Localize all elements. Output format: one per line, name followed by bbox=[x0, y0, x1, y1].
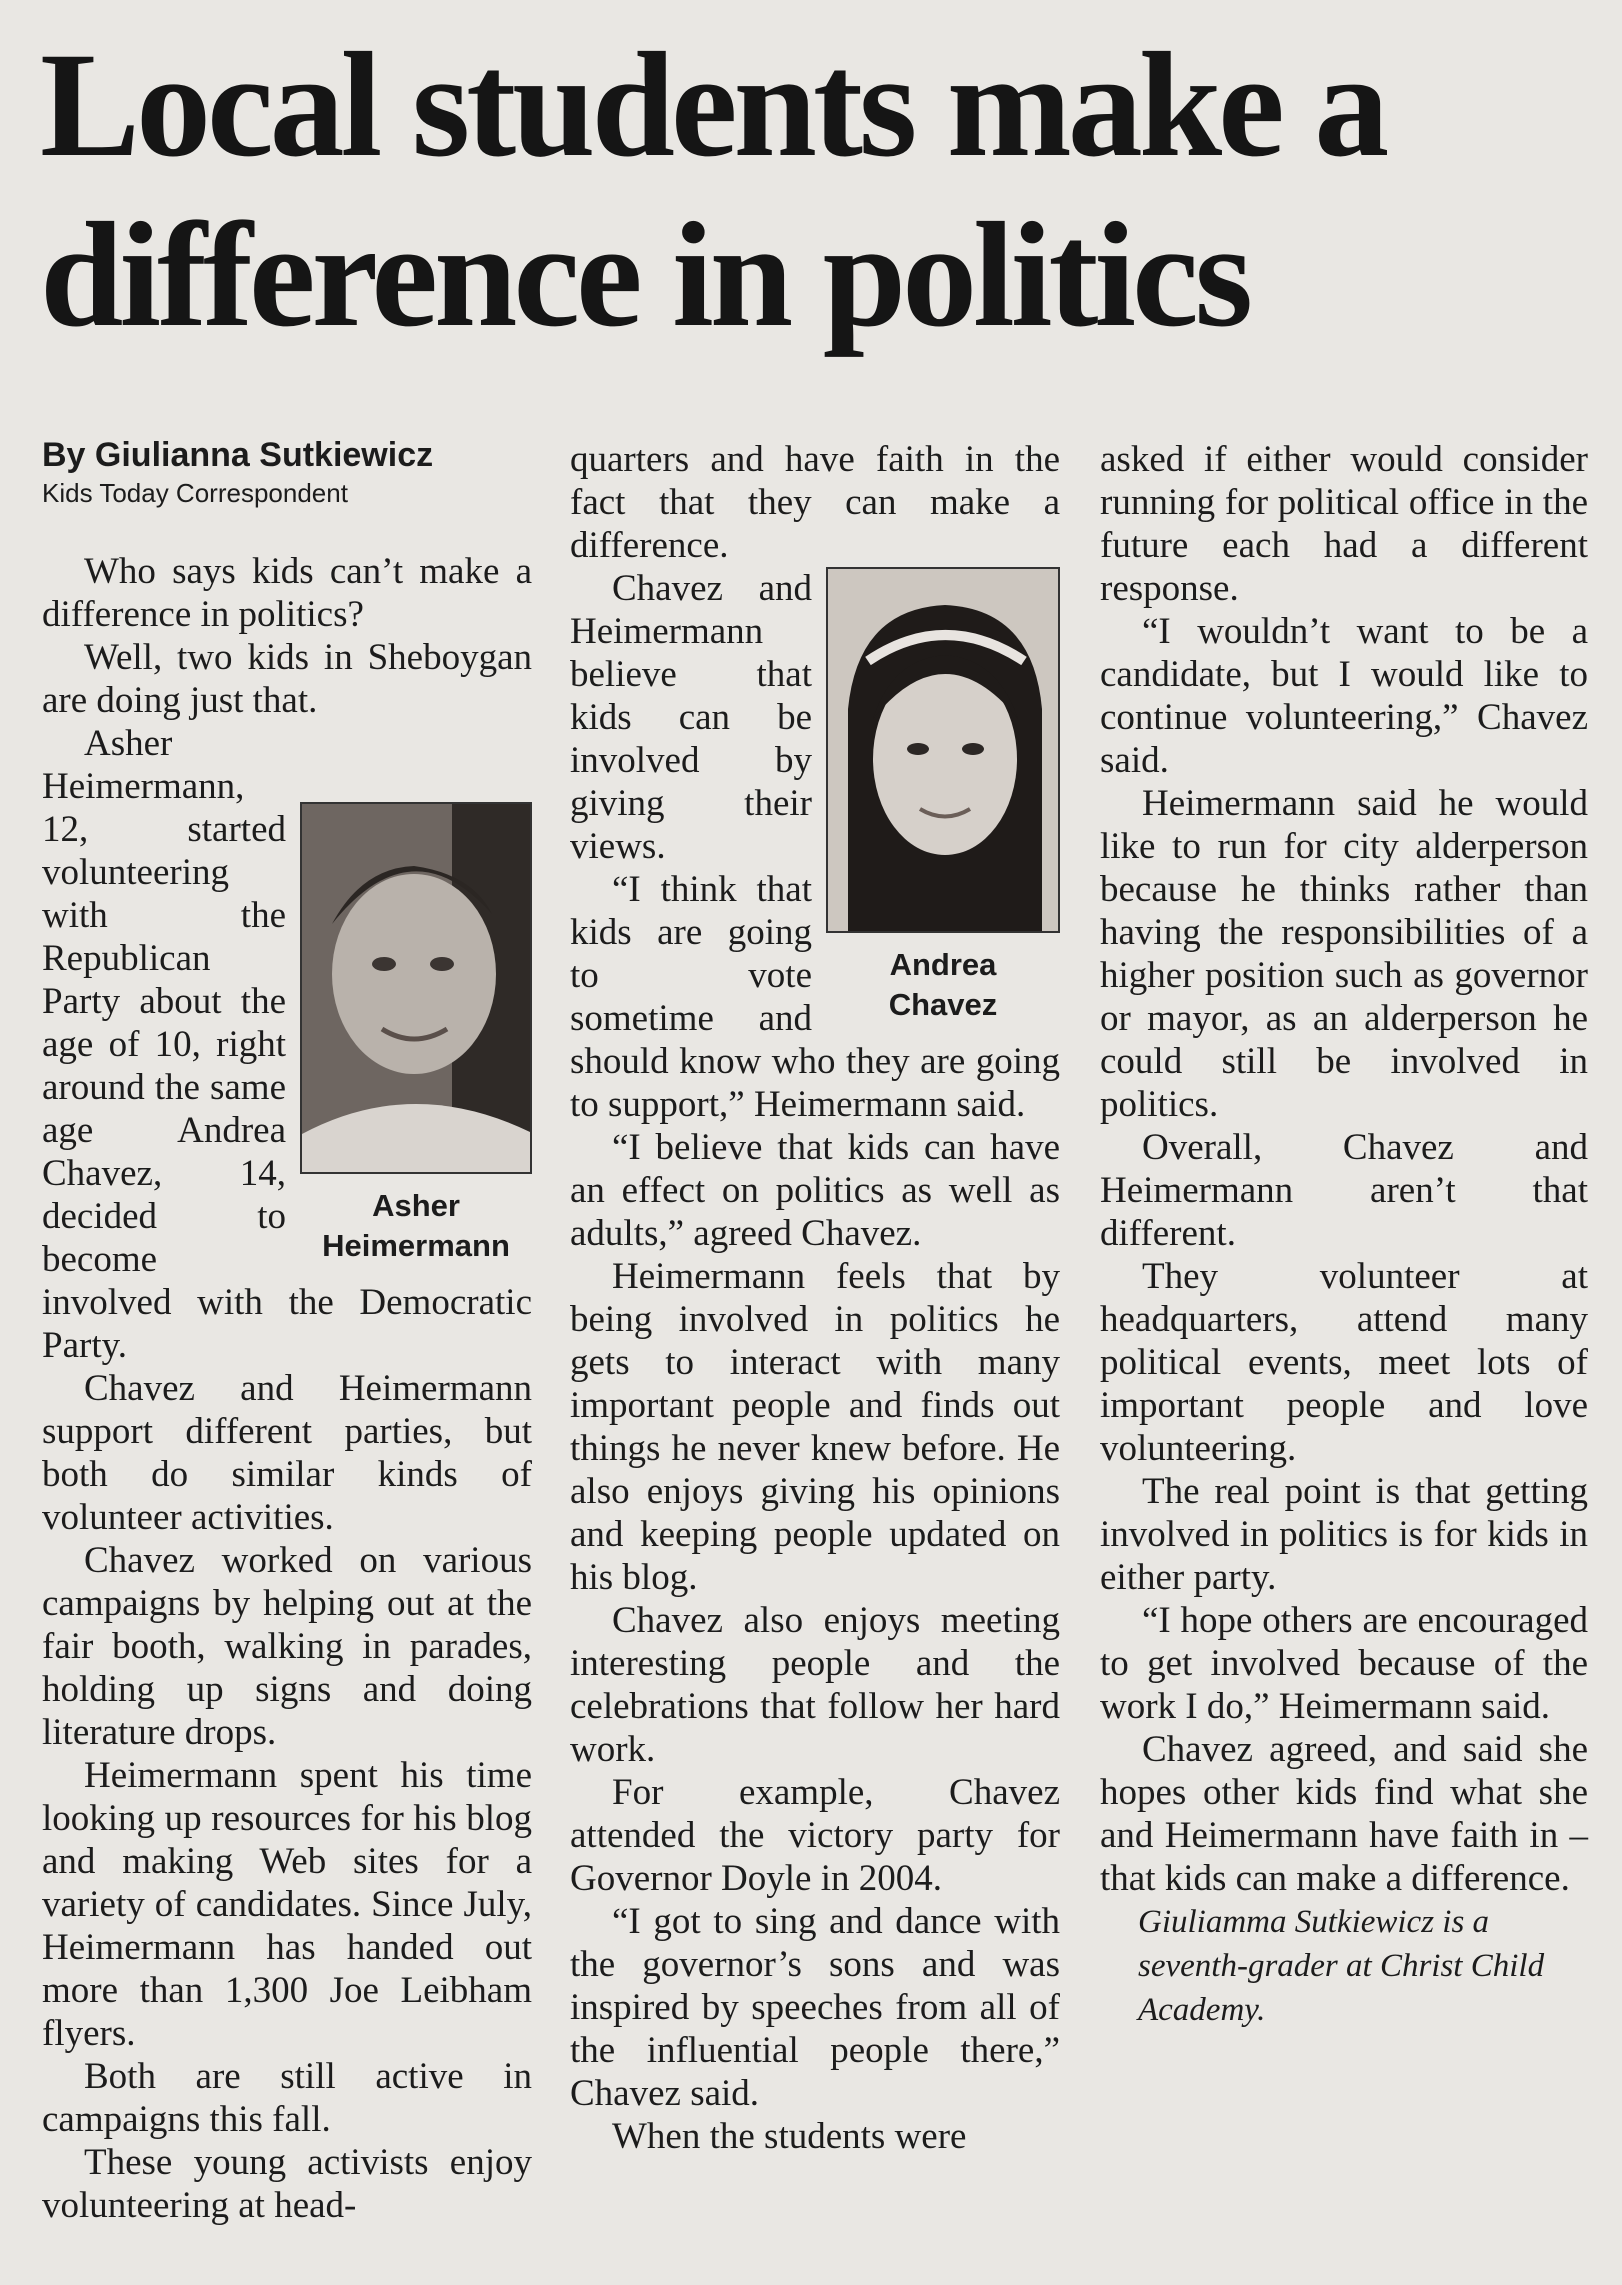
paragraph: Chavez and Heimermann believe that kids can be involved by giving their views. bbox=[570, 568, 812, 867]
paragraph: “I wouldn’t want to be a candidate, but I would like to continue volunteering,” Chavez said. bbox=[1100, 611, 1588, 781]
headline bbox=[40, 20, 1600, 360]
author-note: Giuliamma Sutkiewicz is a seventh-grader at Christ Child Academy. bbox=[1138, 1904, 1545, 2028]
paragraph: “I got to sing and dance with the governor’s sons and was inspired by speeches from all of the influential people there,” Chavez said. bbox=[570, 1901, 1060, 2114]
article-column-1 bbox=[42, 550, 532, 2227]
paragraph: Chavez worked on various campaigns by helping out at the fair booth, walking in parades, holding up signs and doing literature drops. bbox=[42, 1540, 532, 1753]
paragraph: Chavez agreed, and said she hopes other kids find what she and Heimermann have faith in – that kids can make a difference. bbox=[1100, 1729, 1588, 1899]
paragraph: When the students were bbox=[612, 2116, 967, 2157]
photo-caption-andrea: Andrea Chavez bbox=[826, 933, 1060, 1025]
paragraph: Heimermann feels that by being involved in politics he gets to interact with many important people and finds out things he never knew before. He also enjoys giving his opinions and keeping people updated on his blog. bbox=[570, 1256, 1060, 1598]
byline-author: By Giulianna Sutkiewicz bbox=[42, 436, 434, 474]
paragraph: They volunteer at headquarters, attend many political events, meet lots of important people and love volunteering. bbox=[1100, 1256, 1588, 1469]
paragraph: Well, two kids in Sheboygan are doing just that. bbox=[42, 637, 532, 721]
photo-asher-heimermann bbox=[300, 802, 532, 1266]
paragraph: The real point is that getting involved in politics is for kids in either party. bbox=[1100, 1471, 1588, 1598]
paragraph: Who says kids can’t make a difference in politics? bbox=[42, 551, 532, 635]
photo-caption-asher: Asher Heimermann bbox=[300, 1174, 532, 1266]
paragraph: quarters and have faith in the fact that they can make a difference. bbox=[570, 439, 1060, 566]
paragraph: For example, Chavez attended the victory party for Governor Doyle in 2004. bbox=[570, 1772, 1060, 1899]
paragraph: Asher Heimermann, 12, started volunteering with the Republican Party about the age of 10, right around the same age Andrea Chavez, 14, decided to become involved with the Democratic Party. bbox=[42, 723, 532, 1366]
article-column-2 bbox=[570, 438, 1060, 2158]
paragraph: “I believe that kids can have an effect on politics as well as adults,” agreed Chavez. bbox=[570, 1127, 1060, 1254]
paragraph: These young activists enjoy volunteering at head- bbox=[42, 2142, 532, 2226]
paragraph: Heimermann spent his time looking up resources for his blog and making Web sites for a variety of candidates. Since July, Heimermann has handed out more than 1,300 Joe Leibham flyers. bbox=[42, 1755, 532, 2054]
paragraph: “I hope others are encouraged to get involved because of the work I do,” Heimermann said. bbox=[1100, 1600, 1588, 1727]
paragraph: Chavez and Heimermann support different parties, but both do similar kinds of volunteer activities. bbox=[42, 1368, 532, 1538]
paragraph: Heimermann said he would like to run for city alderperson because he thinks rather than having the responsibilities of a higher position such as governor or mayor, as an alderperson he could still be involved in politics. bbox=[1100, 783, 1588, 1125]
byline-title: Kids Today Correspondent bbox=[42, 478, 348, 508]
portrait-image bbox=[826, 567, 1060, 933]
portrait-image bbox=[300, 802, 532, 1174]
boy-portrait-icon bbox=[302, 804, 532, 1172]
paragraph: Chavez also enjoys meeting interesting people and the celebrations that follow her hard work. bbox=[570, 1600, 1060, 1770]
headline-line-1: Local students make a bbox=[40, 22, 1386, 188]
photo-andrea-chavez bbox=[826, 567, 1060, 1025]
byline bbox=[42, 434, 433, 510]
paragraph: “I think that kids are going to vote sometime and should know who they are going to support,” Heimermann said. bbox=[570, 869, 1060, 1125]
article-column-3 bbox=[1100, 438, 1588, 2032]
paragraph: Both are still active in campaigns this fall. bbox=[42, 2056, 532, 2140]
paragraph: Overall, Chavez and Heimermann aren’t that different. bbox=[1100, 1127, 1588, 1254]
headline-line-2: difference in politics bbox=[40, 192, 1250, 358]
girl-portrait-icon bbox=[828, 569, 1060, 931]
paragraph: asked if either would consider running for political office in the future each had a different response. bbox=[1100, 439, 1588, 609]
